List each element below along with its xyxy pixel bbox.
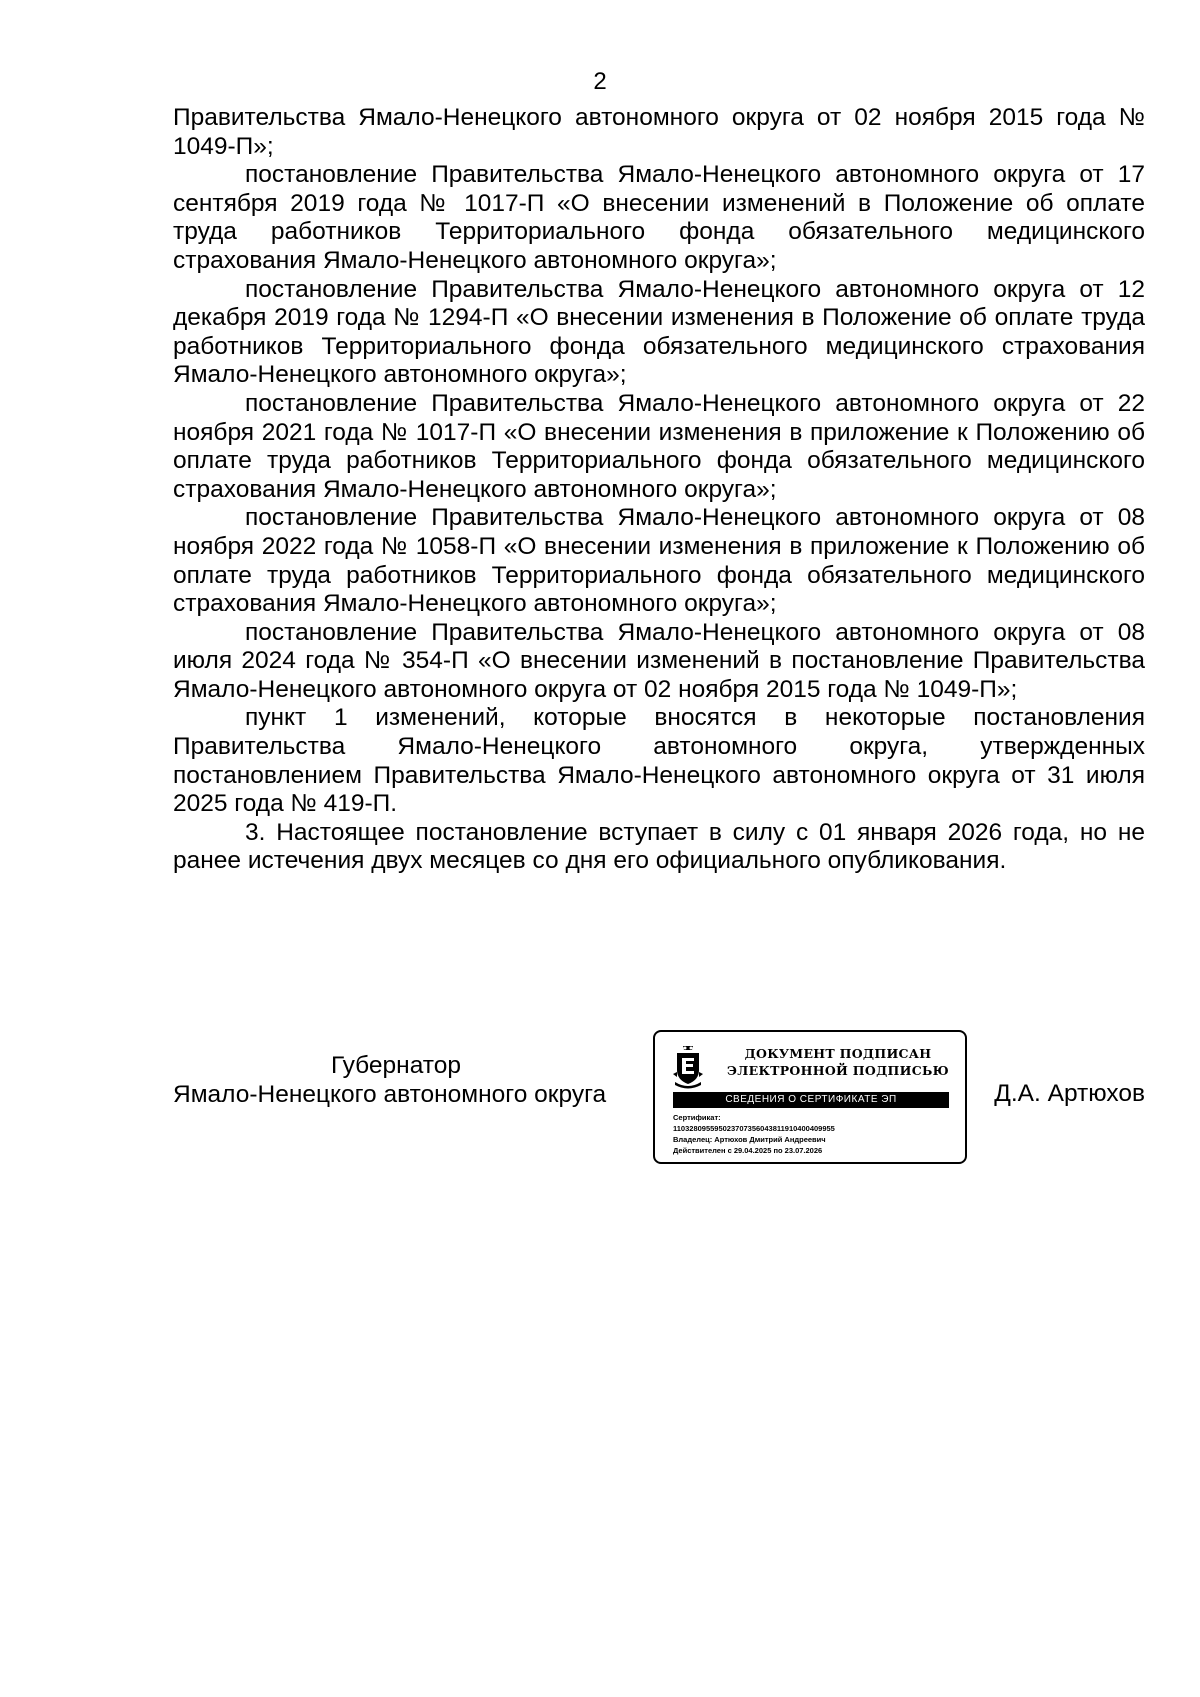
paragraph-resolution-2022: постановление Правительства Ямало-Ненецкого автономного округа от 08 ноября 2022 года № 1058-П «О внесении изменения в приложение к Положению об оплате труда работников Территориального фонда обязательного медицинского страхования Ямало-Ненецкого автономного округа»;	[173, 504, 1145, 618]
page-number: 2	[593, 68, 607, 95]
certificate-number: 110328095595023707356043811910400409955	[673, 1124, 835, 1133]
signatory-name: Д.А. Артюхов	[994, 1080, 1145, 1107]
stamp-heading-line2: ЭЛЕКТРОННОЙ ПОДПИСЬЮ	[727, 1063, 949, 1078]
paragraph-continuation: Правительства Ямало-Ненецкого автономного округа от 02 ноября 2015 года № 1049-П»;	[173, 104, 1145, 160]
signatory-region: Ямало-Ненецкого автономного округа	[173, 1080, 607, 1108]
electronic-signature-stamp	[653, 1030, 967, 1164]
certificate-details	[673, 1112, 953, 1156]
coat-of-arms-icon	[671, 1044, 705, 1090]
paragraph-resolution-2021: постановление Правительства Ямало-Ненецкого автономного округа от 22 ноября 2021 года № 1017-П «О внесении изменения в приложение к Положению об оплате труда работников Территориального фонда обязательного медицинского страхования Ямало-Ненецкого автономного округа»;	[173, 389, 1145, 503]
document-body	[173, 104, 1145, 876]
stamp-heading	[713, 1045, 963, 1079]
signature-block	[173, 1030, 1145, 1170]
signatory-position: Губернатор	[331, 1052, 461, 1079]
certificate-owner: Владелец: Артюхов Дмитрий Андреевич	[673, 1135, 826, 1144]
signatory-title	[173, 1052, 643, 1109]
certificate-label: Сертификат:	[673, 1113, 721, 1122]
paragraph-effective-date: 3. Настоящее постановление вступает в силу с 01 января 2026 года, но не ранее истечения двух месяцев со дня его официального опубликования.	[173, 818, 1145, 875]
paragraph-resolution-2019-dec: постановление Правительства Ямало-Ненецкого автономного округа от 12 декабря 2019 года № 1294-П «О внесении изменения в Положение об оплате труда работников Территориального фонда обязательного медицинского страхования Ямало-Ненецкого автономного округа»;	[173, 275, 1145, 389]
paragraph-resolution-2024: постановление Правительства Ямало-Ненецкого автономного округа от 08 июля 2024 года № 354-П «О внесении изменений в постановление Правительства Ямало-Ненецкого автономного округа от 02 ноября 2015 года № 1049-П»;	[173, 618, 1145, 703]
paragraph-resolution-2019-sep: постановление Правительства Ямало-Ненецкого автономного округа от 17 сентября 2019 года № 1017-П «О внесении изменений в Положение об оплате труда работников Территориального фонда обязательного медицинского страхования Ямало-Ненецкого автономного округа»;	[173, 161, 1145, 274]
paragraph-clause-2025: пункт 1 изменений, которые вносятся в некоторые постановления Правительства Ямало-Ненецкого автономного округа, утвержденных постановлением Правительства Ямало-Ненецкого автономного округа от 31 июля 2025 года № 419-П.	[173, 704, 1145, 818]
stamp-heading-line1: ДОКУМЕНТ ПОДПИСАН	[744, 1046, 932, 1061]
certificate-validity: Действителен с 29.04.2025 по 23.07.2026	[673, 1146, 823, 1155]
certificate-info-bar: СВЕДЕНИЯ О СЕРТИФИКАТЕ ЭП	[673, 1092, 949, 1108]
